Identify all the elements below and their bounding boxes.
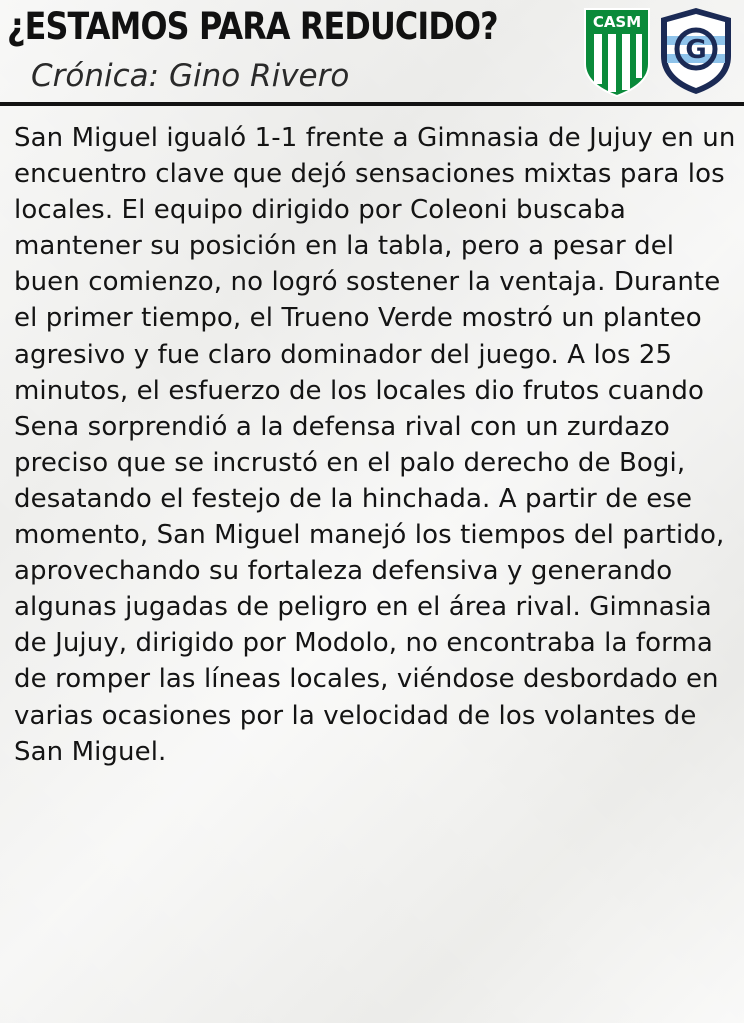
- casm-shield-icon: [582, 6, 652, 98]
- byline: Crónica: Gino Rivero: [31, 58, 350, 94]
- casm-shield-text: CASM: [592, 13, 642, 31]
- gimnasia-jujuy-crest-icon: [657, 6, 735, 96]
- article-body: [14, 120, 736, 770]
- gimnasia-crest-letter: G: [685, 35, 707, 65]
- article-header: [0, 0, 744, 104]
- article-paragraph: San Miguel igualó 1-1 frente a Gimnasia de Jujuy en un encuentro clave que dejó sensaciones mixtas para los locales. El equipo dirigido por Coleoni buscaba mantener su posición en la tabla, pero a pesar del buen comienzo, no logró sostener la ventaja. Durante el primer tiempo, el Trueno Verde mostró un planteo agresivo y fue claro dominador del juego. A los 25 minutos, el esfuerzo de los locales dio frutos cuando Sena sorprendió a la defensa rival con un zurdazo preciso que se incrustó en el palo derecho de Bogi, desatando el festejo de la hinchada. A partir de ese momento, San Miguel manejó los tiempos del partido, aprovechando su fortaleza defensiva y generando algunas jugadas de peligro en el área rival. Gimnasia de Jujuy, dirigido por Modolo, no encontraba la forma de romper las líneas locales, viéndose desbordado en varias ocasiones por la velocidad de los volantes de San Miguel.: [14, 123, 736, 767]
- header-divider: [0, 102, 744, 106]
- page-title: ¿ESTAMOS PARA REDUCIDO?: [7, 5, 498, 48]
